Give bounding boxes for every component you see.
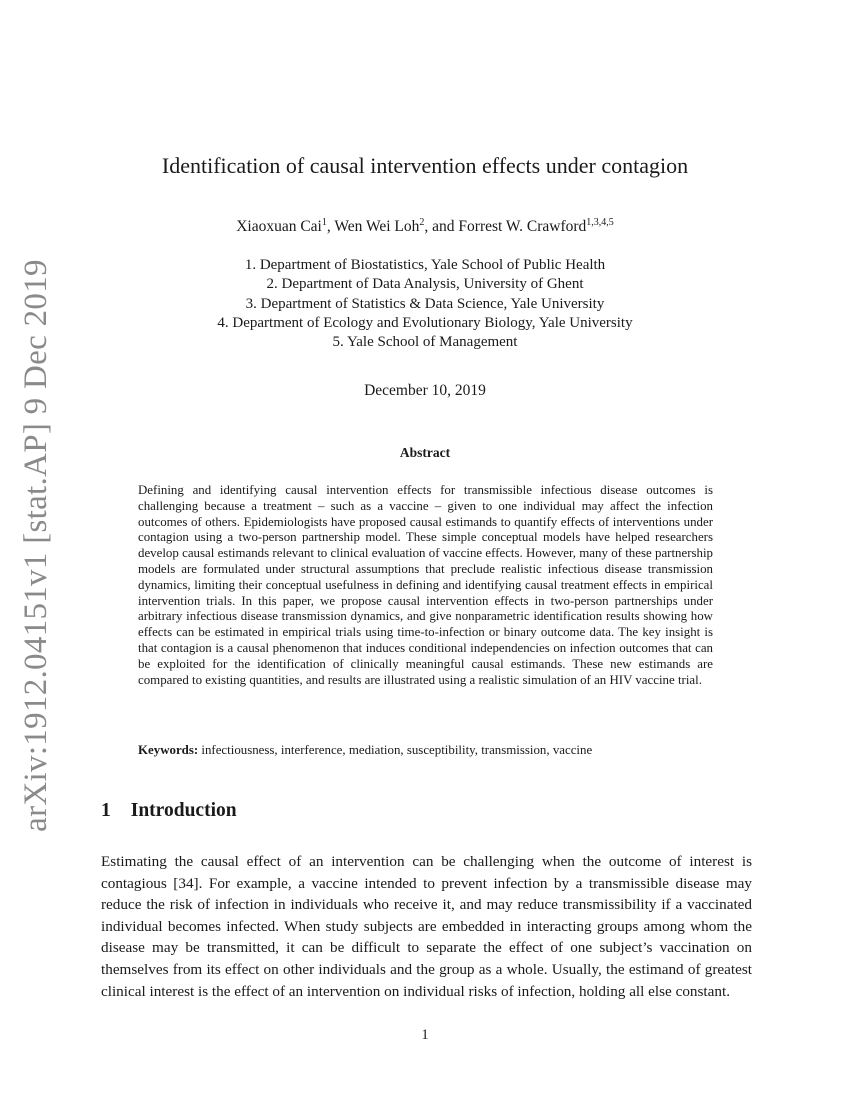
- arxiv-identifier-stamp: [4, 258, 68, 832]
- author-name: Wen Wei Loh: [334, 218, 420, 236]
- paper-title: Identification of causal intervention effects under contagion: [161, 153, 689, 178]
- author-affiliation-mark: 1: [321, 217, 327, 228]
- section-number: 1: [101, 800, 111, 821]
- abstract-heading: Abstract: [399, 445, 451, 460]
- affiliation-item: 5. Yale School of Management: [332, 334, 518, 351]
- author-name: Xiaoxuan Cai: [236, 218, 322, 236]
- affiliation-item: 1. Department of Biostatistics, Yale School of Public Health: [244, 257, 606, 273]
- introduction-paragraph: Estimating the causal effect of an intervention can be challenging when the outcome of interest is contagious [34]. For example, a vaccine intended to prevent infection by a transmissible disease may reduce the risk of infection in individuals who receive it, and may reduce transmissibility if a vaccinated individual becomes infected. When study subjects are embedded in interacting groups among whom the disease may be transmitted, it can be difficult to separate the effect of one subject’s vaccination on themselves from its effect on other individuals and the group as a whole. Usually, the estimand of greatest clinical interest is the effect of an intervention on individual risks of infection, holding all else constant.: [101, 853, 752, 1000]
- affiliation-list: [0, 256, 850, 352]
- affiliation-item: 4. Department of Ecology and Evolutionary Biology, Yale University: [217, 314, 633, 331]
- section-heading: [101, 800, 237, 822]
- author-affiliation-mark: 1,3,4,5: [586, 217, 614, 228]
- author-affiliation-mark: 2: [419, 217, 425, 228]
- publication-date: December 10, 2019: [364, 382, 486, 399]
- affiliation-item: 3. Department of Statistics & Data Science, Yale University: [245, 295, 605, 312]
- author-separator: , and: [424, 218, 459, 236]
- author-list: [0, 217, 850, 236]
- author-name: Forrest W. Crawford: [458, 218, 587, 236]
- arxiv-stamp-text: arXiv:1912.04151v1 [stat.AP] 9 Dec 2019: [17, 258, 54, 832]
- keywords-text: infectiousness, interference, mediation, susceptibility, transmission, vaccine: [201, 743, 593, 757]
- abstract-text: Defining and identifying causal intervention effects for transmissible infectious disease outcomes is challenging because a treatment – such as a vaccine – given to one individual may affect the infection outcomes of others. Epidemiologists have proposed causal estimands to quantify effects of interventions under contagion using a two-person partnership model. These simple conceptual models have helped researchers develop causal estimands relevant to clinical evaluation of vaccine effects. However, many of these partnership models are formulated under structural assumptions that preclude realistic infectious disease transmission dynamics, limiting their conceptual usefulness in defining and identifying causal treatment effects in empirical intervention trials. In this paper, we propose causal intervention effects in two-person partnerships under arbitrary infectious disease transmission dynamics, and give nonparametric identification results showing how effects can be estimated in empirical trials using time-to-infection or binary outcome data. The key insight is that contagion is a causal phenomenon that induces conditional independencies on infection outcomes that can be exploited for the identification of clinically meaningful causal estimands. These new estimands are compared to existing quantities, and results are illustrated using a realistic simulation of an HIV vaccine trial.: [138, 483, 713, 687]
- author-separator: ,: [326, 218, 335, 236]
- page-number: 1: [421, 1027, 429, 1043]
- keywords-label: Keywords:: [138, 743, 199, 757]
- section-title: Introduction: [130, 800, 237, 821]
- affiliation-item: 2. Department of Data Analysis, University of Ghent: [266, 276, 584, 293]
- keywords-line: [138, 742, 713, 758]
